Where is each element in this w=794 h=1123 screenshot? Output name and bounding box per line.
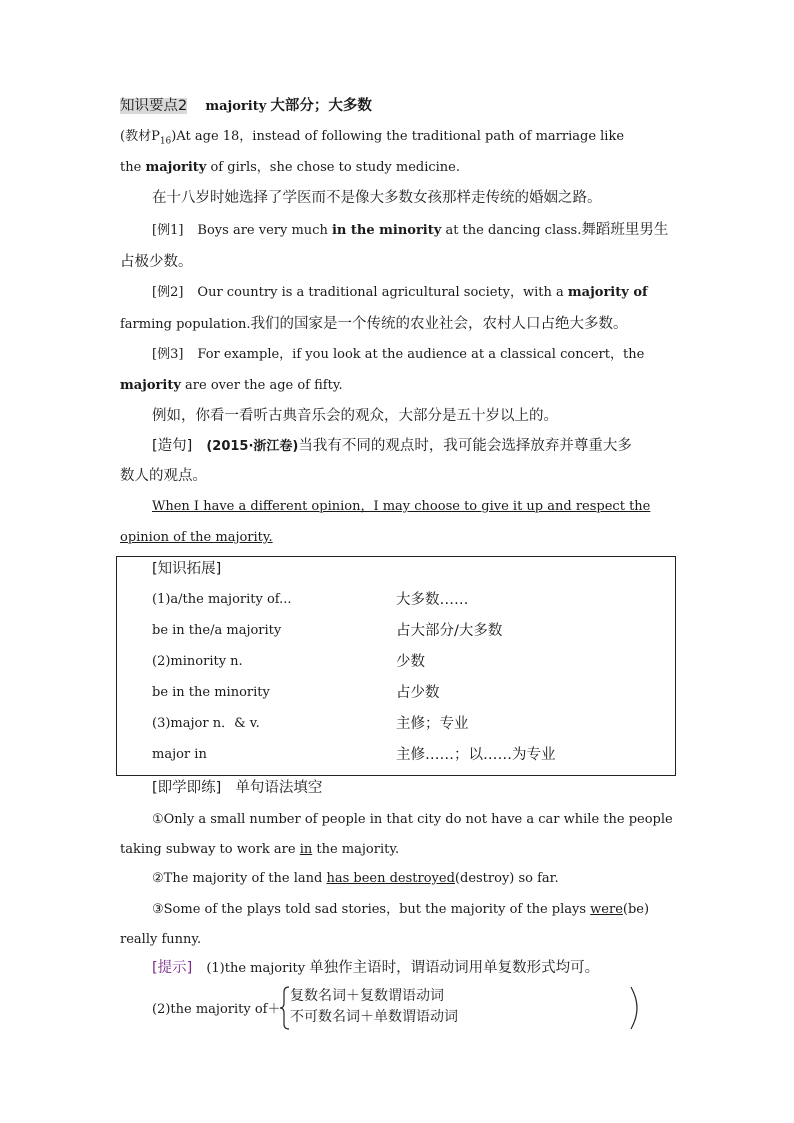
- expansion-en: major in: [152, 747, 207, 762]
- tip-line2-label: (2)the majority of＋: [152, 1002, 281, 1017]
- q3-answer: were: [590, 902, 623, 917]
- practice-q1-b: [120, 840, 675, 860]
- example-3-label: [例3]: [152, 347, 184, 362]
- heading-meaning: 大部分；大多数: [270, 98, 372, 114]
- example-2-line-2: [120, 314, 675, 335]
- expansion-row: [152, 619, 667, 643]
- q1-post: the majority.: [312, 842, 400, 857]
- expansion-en: (3)major n．& v.: [152, 716, 260, 731]
- knowledge-tag: 知识要点2: [120, 98, 188, 114]
- example-2-cn: 我们的国家是一个传统的农业社会，农村人口占绝大多数。: [250, 316, 628, 332]
- brace-item-plural: 复数名词＋复数谓语动词: [290, 988, 444, 1004]
- practice-title: 单句语法填空: [235, 780, 323, 796]
- example-3-post: are over the age of fifty.: [180, 378, 343, 393]
- expansion-title: [知识拓展]: [152, 561, 222, 577]
- tip-brace-block: [152, 986, 552, 1030]
- example-3-line-2: [120, 376, 675, 396]
- example-1-bold: in the minority: [331, 223, 442, 238]
- source-text-b-post: of girls，she chose to study medicine.: [206, 160, 461, 175]
- expansion-cn: 占大部分/大多数: [396, 623, 503, 639]
- sentence-making-cn-a: 当我有不同的观点时，我可能会选择放弃并尊重大多: [298, 438, 632, 454]
- sentence-making-label: [造句]: [152, 438, 193, 454]
- expansion-row: [152, 588, 667, 612]
- example-3-pre: For example，if you look at the audience at a classical concert，the: [197, 347, 645, 362]
- source-line-2: [120, 158, 675, 178]
- sentence-making: [152, 436, 707, 457]
- q2-answer: has been destroyed: [326, 871, 455, 886]
- knowledge-heading: [120, 96, 675, 117]
- expansion-cn: 少数: [396, 654, 425, 670]
- example-2-text: farming population.: [120, 317, 251, 332]
- example-2: [152, 283, 675, 303]
- example-1: [152, 220, 707, 241]
- source-prefix: (教材P: [120, 129, 160, 144]
- source-translation: 在十八岁时她选择了学医而不是像大多数女孩那样走传统的婚姻之路。: [152, 190, 602, 206]
- source-text-b-pre: the: [120, 160, 146, 175]
- example-3: [152, 345, 675, 365]
- example-2-label: [例2]: [152, 285, 184, 300]
- example-1-post: at the dancing class.: [441, 223, 582, 238]
- expansion-row: [152, 743, 667, 767]
- expansion-cn: 大多数……: [396, 592, 469, 608]
- practice-label: [即学即练]: [152, 780, 222, 796]
- expansion-en: be in the/a majority: [152, 623, 282, 638]
- knowledge-expansion-box: [116, 556, 676, 776]
- tip-line-1: [152, 958, 707, 979]
- q2-post: (destroy) so far.: [454, 871, 559, 886]
- example-2-pre: Our country is a traditional agricultural society，with a: [197, 285, 568, 300]
- expansion-row: [152, 681, 667, 705]
- expansion-row: [152, 650, 667, 674]
- expansion-en: (2)minority n.: [152, 654, 243, 669]
- expansion-cn: 占少数: [396, 685, 440, 701]
- q1-pre: taking subway to work are: [120, 842, 300, 857]
- practice-q3-b: really funny.: [120, 932, 202, 947]
- sentence-answer-b: opinion of the majority.: [120, 530, 273, 545]
- tip-label: [提示]: [152, 960, 193, 976]
- practice-q2: [152, 869, 707, 889]
- practice-q1-a: ①Only a small number of people in that city do not have a car while the people: [152, 812, 673, 827]
- q3-post: (be): [622, 902, 650, 917]
- sentence-making-cn-b: 数人的观点。: [120, 468, 207, 484]
- source-text-a: )At age 18，instead of following the traditional path of marriage like: [171, 129, 625, 144]
- practice-q3-a: [152, 900, 675, 920]
- example-1-pre: Boys are very much: [197, 223, 332, 238]
- example-3-bold: majority: [120, 378, 181, 393]
- q2-pre: ②The majority of the land: [152, 871, 327, 886]
- expansion-row: [152, 712, 667, 736]
- heading-word: majority: [205, 99, 267, 114]
- example-1-cn-next: 占极少数。: [120, 254, 193, 270]
- sentence-making-source: (2015·浙江卷): [206, 439, 299, 454]
- brace-item-uncountable: 不可数名词＋单数谓语动词: [290, 1009, 458, 1025]
- expansion-cn: 主修；专业: [396, 716, 469, 732]
- left-brace-icon: [280, 986, 290, 1030]
- practice-heading: [152, 778, 707, 798]
- tip-line1-pre: (1)the majority: [206, 961, 310, 976]
- q1-answer: in: [299, 842, 313, 857]
- right-paren-icon: [630, 986, 638, 1030]
- sentence-answer-a: When I have a different opinion，I may choose to give it up and respect the: [152, 499, 651, 514]
- source-line-1: [120, 127, 675, 152]
- example-2-bold: majority of: [567, 285, 648, 300]
- example-1-cn-inline: 舞蹈班里男生: [581, 222, 669, 238]
- example-1-label: [例1]: [152, 223, 184, 238]
- tip-line1-cn: 单独作主语时，谓语动词用单复数形式均可。: [309, 960, 600, 976]
- q3-pre: ③Some of the plays told sad stories，but the majority of the plays: [152, 902, 591, 917]
- source-page: 16: [159, 136, 172, 147]
- example-3-cn: 例如，你看一看听古典音乐会的观众，大部分是五十岁以上的。: [152, 408, 558, 424]
- expansion-en: (1)a/the majority of...: [152, 592, 292, 607]
- expansion-cn: 主修……；以……为专业: [396, 747, 556, 763]
- source-text-b-bold: majority: [145, 160, 207, 175]
- expansion-en: be in the minority: [152, 685, 270, 700]
